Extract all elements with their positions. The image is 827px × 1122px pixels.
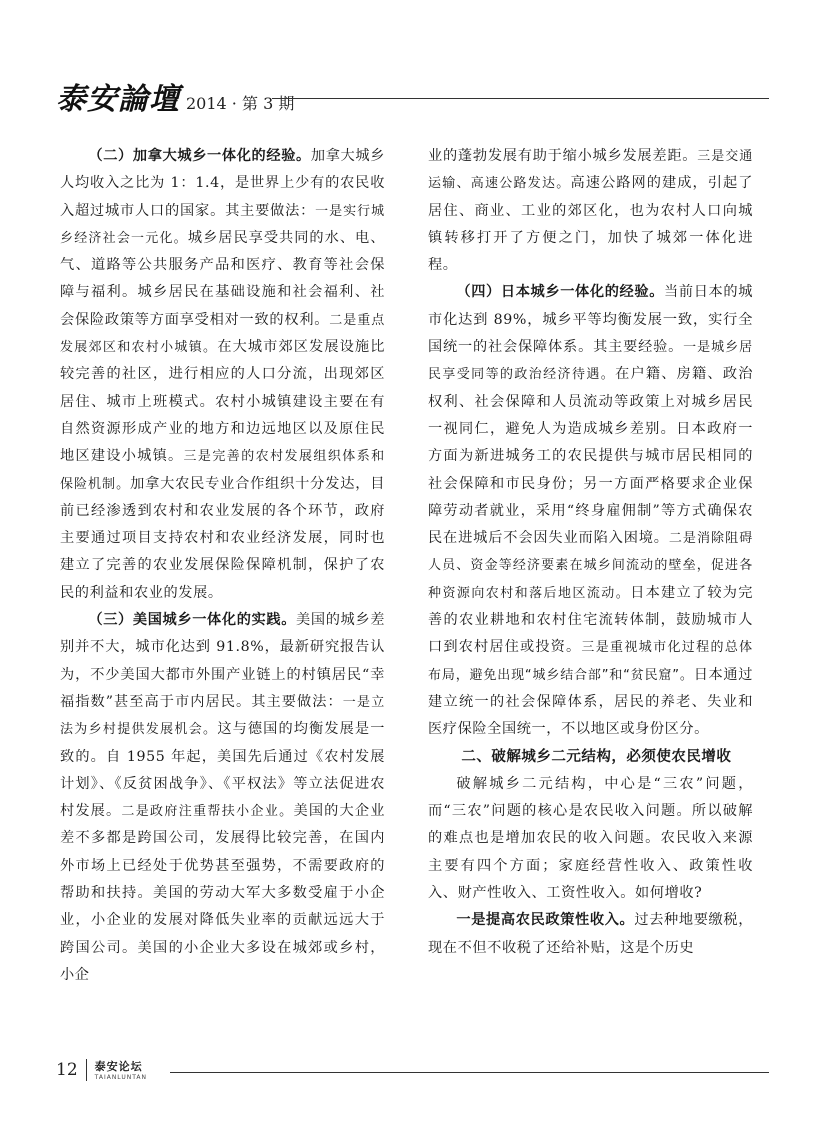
paragraph-text: 加拿大城乡人均收入之比为 1：1.4，是世界上少有的农民收入超过城市人口的国家。其主要做法： <box>60 148 385 219</box>
section-title: 二、破解城乡二元结构，必须使农民增收 <box>461 748 732 765</box>
paragraph-three-rural <box>428 771 753 907</box>
paragraph-text: 过去种地要缴税，现在不但不收税了还给补贴，这是个历史 <box>428 912 753 956</box>
footer-logo-cn: 泰安论坛 <box>94 1060 143 1073</box>
footer-rule <box>170 1072 769 1073</box>
paragraph-text: 业的蓬勃发展有助于缩小城乡发展差距。 <box>428 148 698 164</box>
paragraph-heading: （四）日本城乡一体化的经验。 <box>456 284 665 301</box>
paragraph-usa-continued <box>428 143 753 279</box>
paragraph-text: 这与德国的均衡发展是一致的。自 1955 年起，美国先后通过《农村发展计划》、《反贫困战争》、《平权法》等立法促进农村发展。 <box>60 721 385 820</box>
journal-logo: 泰安論壇 <box>56 82 180 117</box>
paragraph-text: 日本建立了较为完善的农业耕地和农村住宅流转体制，鼓励城市人口到农村居住或投资。 <box>428 584 753 656</box>
footer-divider <box>86 1059 87 1081</box>
paragraph-heading: （三）美国城乡一体化的实践。 <box>88 612 297 629</box>
paragraph-japan <box>428 279 753 743</box>
page-number: 12 <box>56 1059 78 1080</box>
emphasis-text: 一是立法为乡村提供发展机会。 <box>60 694 385 738</box>
paragraph-text: 美国的城乡差别并不大，城市化达到 91.8%，最新研究报告认为，不少美国大都市外围产业链上的村镇居民“幸福指数”甚至高于市内居民。其主要做法： <box>60 612 385 710</box>
emphasis-text: 二是重点发展郊区和农村小城镇。 <box>60 312 385 356</box>
masthead <box>56 74 294 118</box>
page-footer <box>56 1058 147 1081</box>
paragraph-policy-income <box>428 907 753 962</box>
right-column <box>428 143 753 962</box>
emphasis-text: 一是实行城乡经济社会一元化。 <box>60 203 385 246</box>
paragraph-text: 加拿大农民专业合作组织十分发达，目前已经渗透到农村和农业发展的各个环节，政府主要通过项目支持农村和农业经济发展，同时也建立了完善的农业发展保险保障机制，保护了农民的利益和农业的发展。 <box>60 475 385 601</box>
paragraph-text: 日本通过建立统一的社会保障体系，居民的养老、失业和医疗保险全国统一，不以地区或身份区分。 <box>428 666 753 738</box>
emphasis-text: 二是消除阻碍人员、资金等经济要素在城乡间流动的壁垒，促进各种资源向农村和落后地区流动。 <box>428 531 753 601</box>
paragraph-text: 破解城乡二元结构，中心是“三农”问题，而“三农”问题的核心是农民收入问题。所以破解的难点也是增加农民的收入问题。农民收入来源主要有四个方面；家庭经营性收入、政策性收入、财产性收入、工资性收入。如何增收? <box>428 775 753 902</box>
emphasis-text: 一是城乡居民享受同等的政治经济待遇。 <box>428 340 753 383</box>
footer-logo <box>95 1058 147 1081</box>
paragraph-text: 在大城市郊区发展设施比较完善的社区，进行相应的人口分流，出现郊区居住、城市上班模式。农村小城镇建设主要在有自然资源形成产业的地方和边远地区以及原住民地区建设小城镇。 <box>60 339 385 465</box>
emphasis-text: 二是政府注重帮扶小企业。 <box>121 804 294 820</box>
paragraph-canada <box>60 143 385 607</box>
paragraph-usa <box>60 607 385 989</box>
emphasis-text: 三是重视城市化过程的总体布局，避免出现“城乡结合部”和“贫民窟”。 <box>428 640 753 683</box>
paragraph-text: 在户籍、房籍、政治权利、社会保障和人员流动等政策上对城乡居民一视同仁，避免人为造成城乡差别。日本政府一方面为新进城务工的农民提供与城市居民相同的社会保障和市民身份；另一方面严格要求企业保障劳动者就业，采用“终身雇佣制”等方式确保农民在进城后不会因失业而陷入困境。 <box>428 366 753 547</box>
issue-label: 2014 · 第 3 期 <box>186 94 295 113</box>
paragraph-text: 城乡居民享受共同的水、电、气、道路等公共服务产品和医疗、教育等社会保障与福利。城乡居民在基础设施和社会福利、社会保险政策等方面享受相对一致的权利。 <box>60 229 385 328</box>
left-column <box>60 143 385 989</box>
paragraph-heading: （二）加拿大城乡一体化的经验。 <box>88 148 311 164</box>
emphasis-text: 三是完善的农村发展组织体系和保险机制。 <box>60 449 385 492</box>
paragraph-text: 高速公路网的建成，引起了居住、商业、工业的郊区化，也为农村人口向城镇转移打开了方便之门，加快了城郊一体化进程。 <box>428 175 753 274</box>
paragraph-text: 当前日本的城市化达到 89%，城乡平等均衡发展一致，实行全国统一的社会保障体系。其主要经验。 <box>428 284 753 356</box>
header-rule <box>272 98 769 99</box>
emphasis-text: 三是交通运输、高速公路发达。 <box>428 149 753 192</box>
footer-logo-en: TAIANLUNTAN <box>94 1074 148 1081</box>
paragraph-text: 美国的大企业差不多都是跨国公司，发展得比较完善，在国内外市场上已经处于优势甚至强势，不需要政府的帮助和扶持。美国的劳动大军大多数受雇于小企业，小企业的发展对降低失业率的贡献远远大于跨国公司。美国的小企业大多设在城郊或乡村，小企 <box>60 803 385 983</box>
paragraph-heading: 一是提高农民政策性收入。 <box>456 912 635 929</box>
